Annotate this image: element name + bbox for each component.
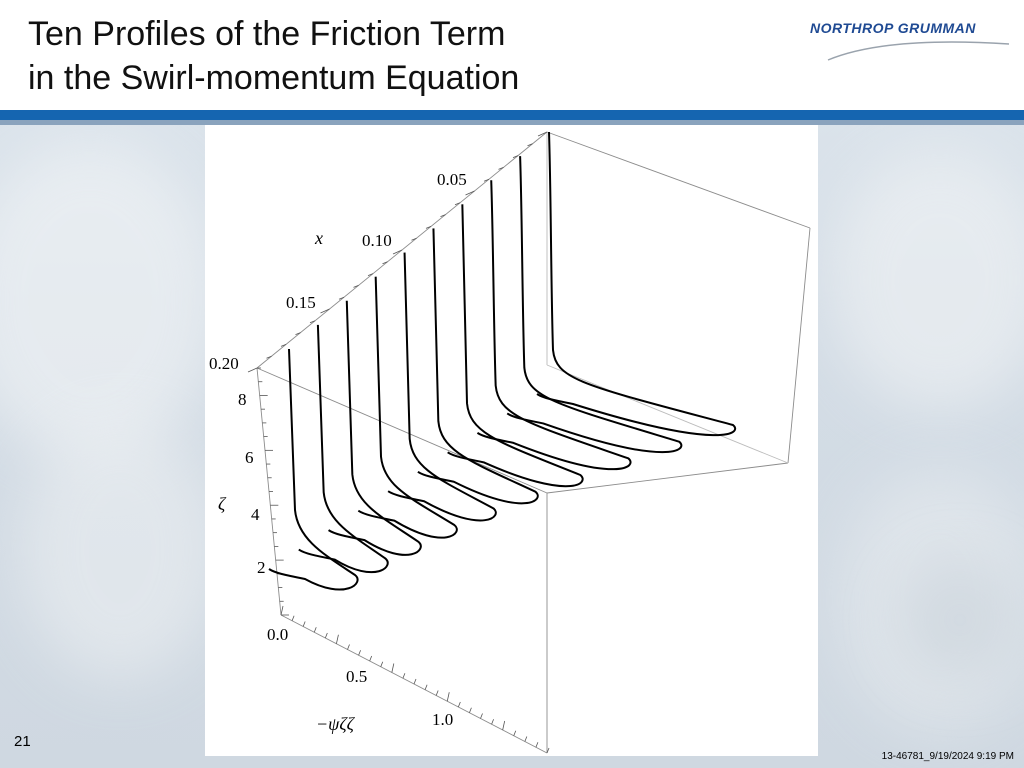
- profile-curve: [507, 156, 681, 452]
- psi-axis-tick: [425, 685, 427, 690]
- logo-swoosh-icon: [826, 38, 1011, 64]
- psi-axis-tick: [381, 662, 383, 667]
- psi-tick-label: 0.5: [346, 667, 368, 686]
- chart-svg: [205, 125, 818, 756]
- slide-title-line2: in the Swirl-momentum Equation: [28, 59, 520, 97]
- x-tick-label: 0.20: [209, 354, 239, 373]
- psi-axis-tick: [303, 622, 305, 627]
- psi-axis-tick: [325, 633, 327, 638]
- slide-title: [28, 12, 519, 100]
- psi-axis-tick: [359, 650, 361, 655]
- x-axis-tick: [248, 368, 257, 372]
- x-tick-label: 0.05: [437, 170, 467, 189]
- logo-wordmark: NORTHROP GRUMMAN: [810, 20, 976, 36]
- background-cloud: [20, 420, 220, 680]
- psi-axis-tick: [503, 721, 505, 730]
- zeta-axis: [218, 390, 288, 644]
- psi-axis-tick: [414, 679, 416, 684]
- background-cloud: [830, 150, 1024, 410]
- friction-profiles: [269, 132, 735, 590]
- header: [0, 0, 1024, 110]
- zeta-axis-label: ζ: [218, 494, 226, 514]
- psi-axis-tick: [469, 708, 471, 713]
- psi-axis-tick: [403, 673, 405, 678]
- slide-number: 21: [14, 733, 31, 750]
- psi-axis-tick: [436, 691, 438, 696]
- psi-axis-tick: [292, 616, 294, 621]
- zeta-tick-label: 8: [238, 390, 247, 409]
- profile-curve: [537, 132, 735, 435]
- psi-axis-tick: [370, 656, 372, 661]
- slide-title-line1: Ten Profiles of the Friction Term: [28, 15, 506, 53]
- psi-axis-label: −ψζζ: [316, 714, 354, 734]
- zeta-tick-label: 0.0: [267, 625, 289, 644]
- psi-axis-tick: [447, 692, 449, 701]
- psi-axis-tick: [525, 737, 527, 742]
- psi-axis-tick: [458, 702, 460, 707]
- psi-axis-tick: [281, 606, 283, 615]
- northrop-grumman-logo: [808, 18, 1013, 66]
- x-axis-label: x: [315, 228, 323, 248]
- profile-curve: [269, 349, 358, 590]
- psi-axis-tick: [514, 731, 516, 736]
- x-tick-label: 0.10: [362, 231, 392, 250]
- footer-document-id: 13-46781_9/19/2024 9:19 PM: [881, 751, 1014, 762]
- profile-curve: [477, 180, 630, 469]
- header-rule-blue: [0, 110, 1024, 120]
- psi-axis: [316, 667, 453, 734]
- psi-axis-tick: [336, 635, 338, 644]
- psi-axis-tick: [492, 719, 494, 724]
- zeta-tick-label: 2: [257, 558, 266, 577]
- psi-axis-tick: [481, 714, 483, 719]
- psi-tick-label: 1.0: [432, 710, 454, 729]
- background-cloud: [0, 140, 220, 460]
- background-cloud: [900, 560, 1020, 680]
- chart-panel: [205, 125, 818, 756]
- psi-axis-tick: [536, 742, 538, 747]
- x-tick-label: 0.15: [286, 293, 316, 312]
- zeta-tick-label: 6: [245, 448, 254, 467]
- x-axis: [209, 170, 467, 373]
- zeta-tick-label: 4: [251, 505, 260, 524]
- psi-axis-tick: [348, 645, 350, 650]
- bounding-box: [257, 132, 810, 753]
- psi-axis-tick: [392, 664, 394, 673]
- psi-axis-tick: [314, 627, 316, 632]
